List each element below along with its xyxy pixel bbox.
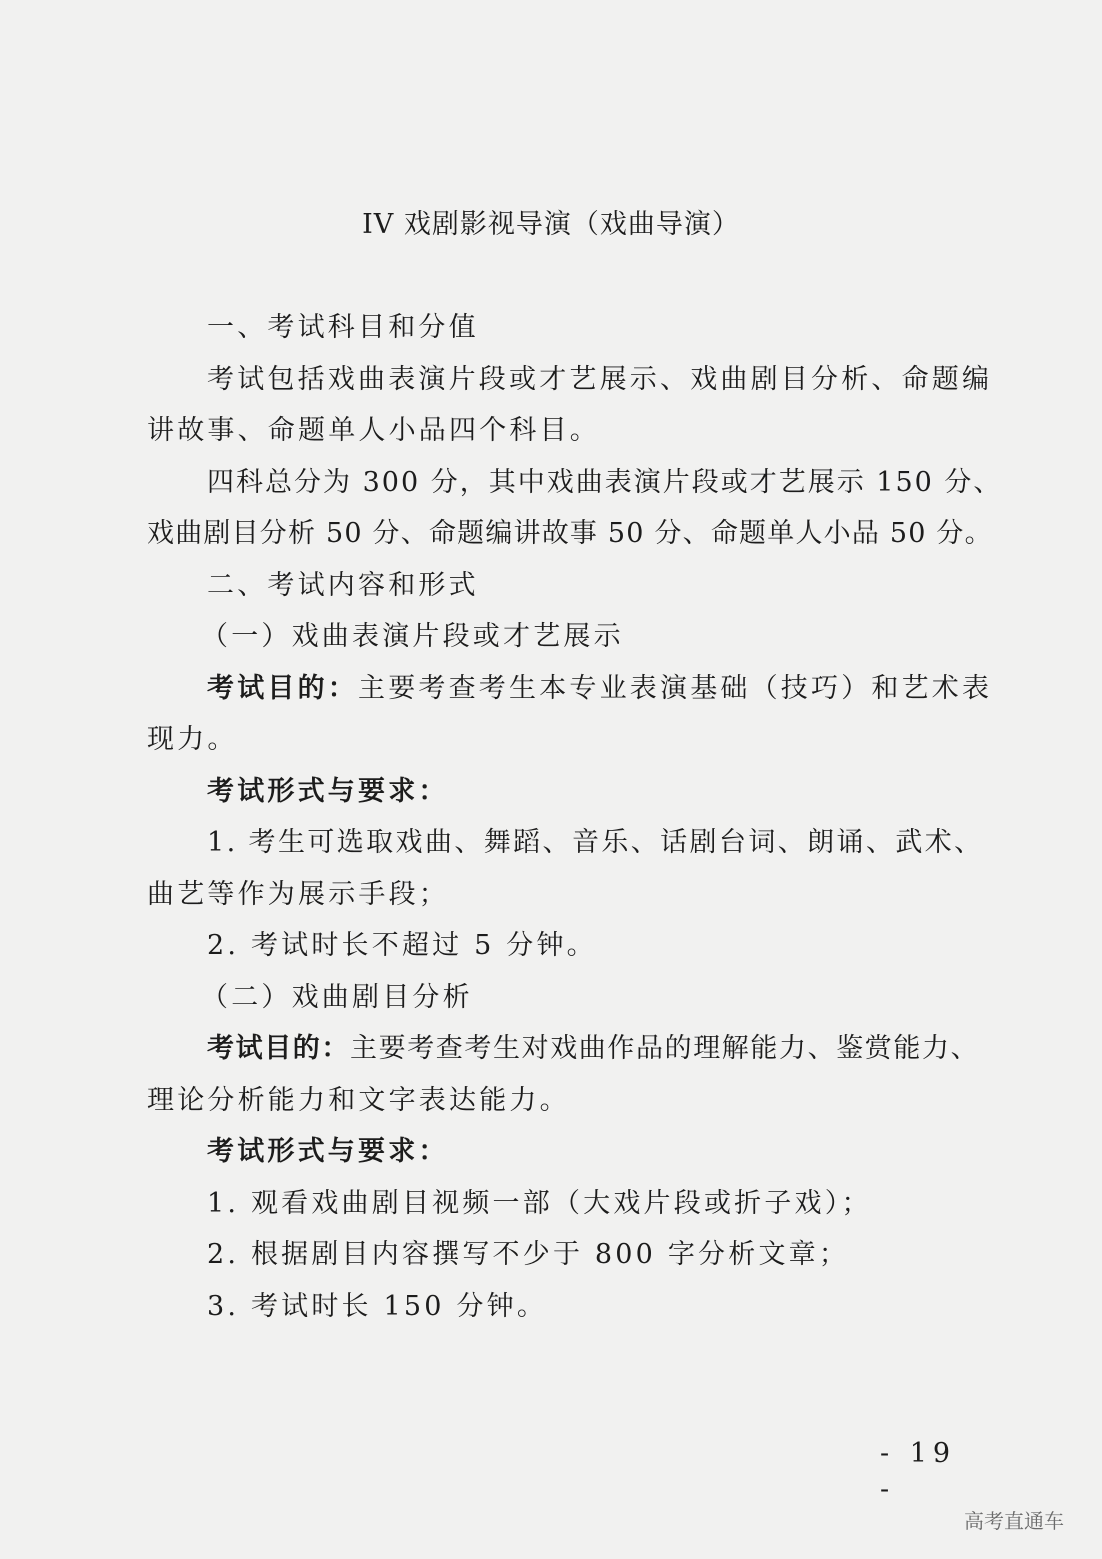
subsection2-item2: 2. 根据剧目内容撰写不少于 800 字分析文章； bbox=[207, 1239, 850, 1270]
subsection1-item1-line1: 1. 考生可选取戏曲、舞蹈、音乐、话剧台词、朗诵、武术、 bbox=[207, 827, 984, 858]
subsection1-item2: 2. 考试时长不超过 5 分钟。 bbox=[207, 930, 597, 961]
section1-para1-line2: 讲故事、命题单人小品四个科目。 bbox=[147, 415, 600, 446]
subsection1-purpose-text: 主要考查考生本专业表演基础（技巧）和艺术表 bbox=[358, 672, 993, 704]
subsection1-purpose bbox=[147, 663, 993, 715]
subsection1-form-heading: 考试形式与要求： bbox=[207, 775, 449, 807]
subsection2-purpose-label: 考试目的： bbox=[207, 1033, 350, 1064]
section1-para1-line1: 考试包括戏曲表演片段或才艺展示、戏曲剧目分析、命题编 bbox=[207, 363, 993, 395]
page-number: - 19 - bbox=[880, 1438, 957, 1505]
document-title: IV 戏剧影视导演（戏曲导演） bbox=[362, 209, 740, 240]
subsection1-purpose-line2: 现力。 bbox=[147, 724, 238, 755]
subsection1-item1-line2: 曲艺等作为展示手段； bbox=[147, 878, 449, 910]
section2-heading: 二、考试内容和形式 bbox=[207, 569, 479, 601]
section1-heading: 一、考试科目和分值 bbox=[207, 312, 479, 343]
subsection1-heading: （一）戏曲表演片段或才艺展示 bbox=[201, 621, 624, 652]
subsection2-item1: 1. 观看戏曲剧目视频一部（大戏片段或折子戏）； bbox=[207, 1187, 872, 1219]
section1-para2-line1: 四科总分为 300 分，其中戏曲表演片段或才艺展示 150 分、 bbox=[207, 466, 1003, 498]
subsection2-purpose-line2: 理论分析能力和文字表达能力。 bbox=[147, 1084, 570, 1116]
subsection2-form-heading: 考试形式与要求： bbox=[207, 1136, 449, 1167]
document-body bbox=[147, 302, 1003, 1332]
subsection2-item3: 3. 考试时长 150 分钟。 bbox=[207, 1290, 548, 1322]
subsection1-purpose-label: 考试目的： bbox=[207, 672, 358, 704]
subsection2-purpose bbox=[147, 1023, 980, 1075]
section1-para2-line2: 戏曲剧目分析 50 分、命题编讲故事 50 分、命题单人小品 50 分。 bbox=[147, 518, 993, 549]
subsection2-heading: （二）戏曲剧目分析 bbox=[201, 981, 473, 1013]
watermark-text: 高考直通车 bbox=[964, 1509, 1064, 1533]
subsection2-purpose-text: 主要考查考生对戏曲作品的理解能力、鉴赏能力、 bbox=[350, 1033, 980, 1064]
